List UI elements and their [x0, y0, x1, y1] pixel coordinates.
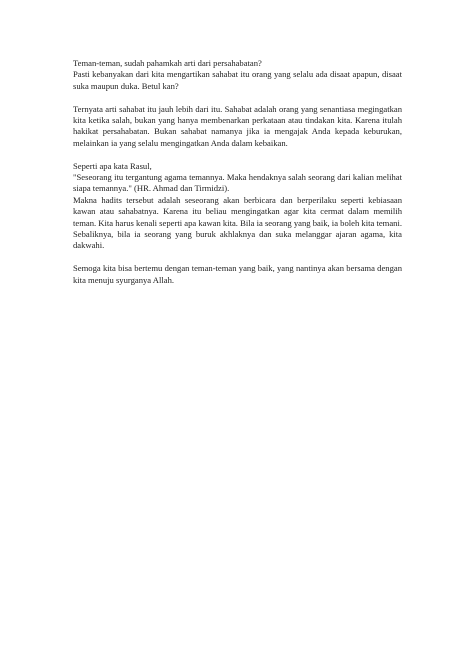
paragraph-line: Pasti kebanyakan dari kita mengartikan sahabat itu orang yang selalu ada disaat apapun, disaat suka maupun duka. Betul kan?	[73, 69, 402, 91]
paragraph-line: "Seseorang itu tergantung agama temannya. Maka hendaknya salah seorang dari kalian melihat siapa temannya." (HR. Ahmad dan Tirmidzi).	[73, 172, 402, 194]
paragraph-line: Semoga kita bisa bertemu dengan teman-teman yang baik, yang nantinya akan bersama dengan kita menuju syurganya Allah.	[73, 263, 402, 285]
paragraph-line: Seperti apa kata Rasul,	[73, 160, 152, 171]
paragraph-line: Makna hadits tersebut adalah seseorang akan berbicara dan berperilaku seperti kebiasaan kawan atau sahabatnya. Karena itu beliau mengingatkan agar kita cermat dalam memilih teman. Kita harus kenali seperti apa kawan kita. Bila ia seorang yang baik, ia boleh kita temani. Sebaliknya, bila ia seorang yang buruk akhlaknya dan suka melanggar ajaran agama, kita dakwahi.	[73, 194, 402, 251]
paragraph-line: Ternyata arti sahabat itu jauh lebih dari itu. Sahabat adalah orang yang senantiasa megingatkan kita ketika salah, bukan yang hanya membenarkan perkataan atau tindakan kita. Karena itulah hakikat persahabatan. Bukan sahabat namanya jika ia mengajak Anda kepada keburukan, melainkan ia yang selalu mengingatkan Anda dalam kebaikan.	[73, 103, 402, 148]
paragraph-meaning	[73, 104, 402, 150]
paragraph-line: Teman-teman, sudah pahamkah arti dari persahabatan?	[73, 58, 262, 68]
paragraph-intro	[73, 58, 402, 92]
paragraph-closing	[73, 263, 402, 286]
paragraph-hadith	[73, 161, 402, 252]
document-body	[73, 58, 402, 297]
